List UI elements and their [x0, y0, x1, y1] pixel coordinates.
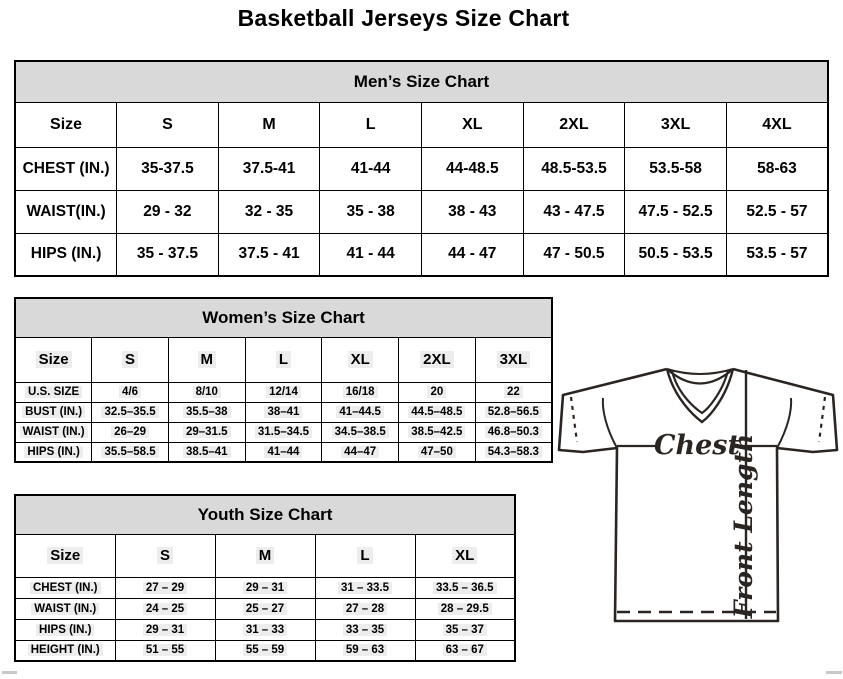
youth-size-table [14, 494, 516, 662]
men-title-row [15, 61, 828, 102]
women-table-row [15, 442, 552, 462]
women-cell: 46.8–50.3 [475, 422, 552, 442]
chest-label: Chest [654, 430, 740, 461]
women-column-header: 2XL [399, 337, 476, 382]
men-cell: 37.5-41 [218, 147, 320, 190]
men-table-row [15, 190, 828, 233]
men-cell: 44-48.5 [422, 147, 524, 190]
women-cell: 54.3–58.3 [475, 442, 552, 462]
women-row-label: WAIST (IN.) [15, 422, 92, 442]
youth-cell: 33.5 – 36.5 [415, 577, 515, 598]
youth-chart-title: Youth Size Chart [15, 495, 515, 534]
womens-size-table [14, 297, 553, 463]
youth-table-row [15, 577, 515, 598]
women-cell: 22 [475, 382, 552, 402]
youth-column-header: XL [415, 534, 515, 577]
women-cell: 44–47 [322, 442, 399, 462]
front-length-label: Front Length [729, 433, 758, 619]
women-column-header: S [92, 337, 169, 382]
women-column-header: 3XL [475, 337, 552, 382]
mens-size-table [14, 60, 829, 277]
men-cell: 48.5-53.5 [523, 147, 625, 190]
women-cell: 38.5–42.5 [399, 422, 476, 442]
women-cell: 29–31.5 [168, 422, 245, 442]
women-column-header: L [245, 337, 322, 382]
women-cell: 32.5–35.5 [92, 402, 169, 422]
men-cell: 53.5-58 [625, 147, 727, 190]
women-title-row [15, 298, 552, 337]
men-column-header: M [218, 102, 320, 147]
men-row-label: WAIST(IN.) [15, 190, 117, 233]
men-cell: 35 - 38 [320, 190, 422, 233]
youth-cell: 27 – 28 [315, 598, 415, 619]
youth-cell: 31 – 33 [215, 619, 315, 640]
women-cell: 16/18 [322, 382, 399, 402]
women-cell: 47–50 [399, 442, 476, 462]
men-table-row [15, 147, 828, 190]
women-cell: 26–29 [92, 422, 169, 442]
men-cell: 41-44 [320, 147, 422, 190]
men-cell: 38 - 43 [422, 190, 524, 233]
men-column-header: XL [422, 102, 524, 147]
women-cell: 8/10 [168, 382, 245, 402]
youth-column-header: M [215, 534, 315, 577]
youth-cell: 51 – 55 [115, 640, 215, 661]
women-column-header: Size [15, 337, 92, 382]
page-title: Basketball Jerseys Size Chart [237, 5, 570, 31]
youth-cell: 29 – 31 [215, 577, 315, 598]
men-cell: 58-63 [726, 147, 828, 190]
men-header-row [15, 102, 828, 147]
men-cell: 52.5 - 57 [726, 190, 828, 233]
youth-row-label: HEIGHT (IN.) [15, 640, 115, 661]
women-column-header: M [168, 337, 245, 382]
youth-column-header: Size [15, 534, 115, 577]
women-row-label: U.S. SIZE [15, 382, 92, 402]
youth-column-header: L [315, 534, 415, 577]
women-cell: 38–41 [245, 402, 322, 422]
youth-row-label: CHEST (IN.) [15, 577, 115, 598]
women-cell: 12/14 [245, 382, 322, 402]
women-cell: 35.5–38 [168, 402, 245, 422]
women-header-row [15, 337, 552, 382]
women-cell: 41–44.5 [322, 402, 399, 422]
men-chart-title: Men’s Size Chart [15, 61, 828, 102]
men-row-label: CHEST (IN.) [15, 147, 117, 190]
women-cell: 35.5–58.5 [92, 442, 169, 462]
men-cell: 44 - 47 [422, 233, 524, 276]
jersey-outline [559, 369, 837, 621]
women-chart-title: Women’s Size Chart [15, 298, 552, 337]
youth-cell: 24 – 25 [115, 598, 215, 619]
collar-back-arc-top [667, 369, 733, 374]
women-cell: 20 [399, 382, 476, 402]
youth-cell: 31 – 33.5 [315, 577, 415, 598]
youth-row-label: HIPS (IN.) [15, 619, 115, 640]
men-cell: 41 - 44 [320, 233, 422, 276]
men-table-row [15, 233, 828, 276]
men-cell: 37.5 - 41 [218, 233, 320, 276]
women-cell: 4/6 [92, 382, 169, 402]
left-armpit-seam [603, 398, 617, 448]
women-cell: 38.5–41 [168, 442, 245, 462]
men-cell: 35 - 37.5 [117, 233, 219, 276]
left-cuff-stitch-dashes [571, 397, 577, 442]
men-column-header: L [320, 102, 422, 147]
women-cell: 52.8–56.5 [475, 402, 552, 422]
women-column-header: XL [322, 337, 399, 382]
scrollbar-fragment-left [2, 671, 17, 674]
youth-table-row [15, 640, 515, 661]
women-table-row [15, 402, 552, 422]
right-cuff-stitch-dashes [819, 397, 825, 442]
women-table-row [15, 382, 552, 402]
youth-table-row [15, 619, 515, 640]
women-row-label: HIPS (IN.) [15, 442, 92, 462]
youth-cell: 27 – 29 [115, 577, 215, 598]
men-cell: 50.5 - 53.5 [625, 233, 727, 276]
men-cell: 29 - 32 [117, 190, 219, 233]
right-armpit-seam [777, 398, 791, 448]
youth-row-label: WAIST (IN.) [15, 598, 115, 619]
women-table-row [15, 422, 552, 442]
men-cell: 53.5 - 57 [726, 233, 828, 276]
women-cell: 34.5–38.5 [322, 422, 399, 442]
women-cell: 41–44 [245, 442, 322, 462]
women-cell: 44.5–48.5 [399, 402, 476, 422]
scrollbar-fragment-right [826, 671, 842, 674]
men-column-header: 4XL [726, 102, 828, 147]
women-cell: 31.5–34.5 [245, 422, 322, 442]
men-column-header: Size [15, 102, 117, 147]
men-cell: 47.5 - 52.5 [625, 190, 727, 233]
men-column-header: 2XL [523, 102, 625, 147]
men-row-label: HIPS (IN.) [15, 233, 117, 276]
youth-cell: 29 – 31 [115, 619, 215, 640]
youth-title-row [15, 495, 515, 534]
women-row-label: BUST (IN.) [15, 402, 92, 422]
men-cell: 47 - 50.5 [523, 233, 625, 276]
youth-cell: 59 – 63 [315, 640, 415, 661]
jersey-measurement-diagram [556, 358, 842, 630]
men-cell: 43 - 47.5 [523, 190, 625, 233]
youth-cell: 35 – 37 [415, 619, 515, 640]
men-column-header: S [117, 102, 219, 147]
men-cell: 32 - 35 [218, 190, 320, 233]
youth-table-row [15, 598, 515, 619]
youth-cell: 63 – 67 [415, 640, 515, 661]
youth-column-header: S [115, 534, 215, 577]
youth-cell: 28 – 29.5 [415, 598, 515, 619]
men-column-header: 3XL [625, 102, 727, 147]
youth-header-row [15, 534, 515, 577]
men-cell: 35-37.5 [117, 147, 219, 190]
youth-cell: 33 – 35 [315, 619, 415, 640]
youth-cell: 55 – 59 [215, 640, 315, 661]
youth-cell: 25 – 27 [215, 598, 315, 619]
